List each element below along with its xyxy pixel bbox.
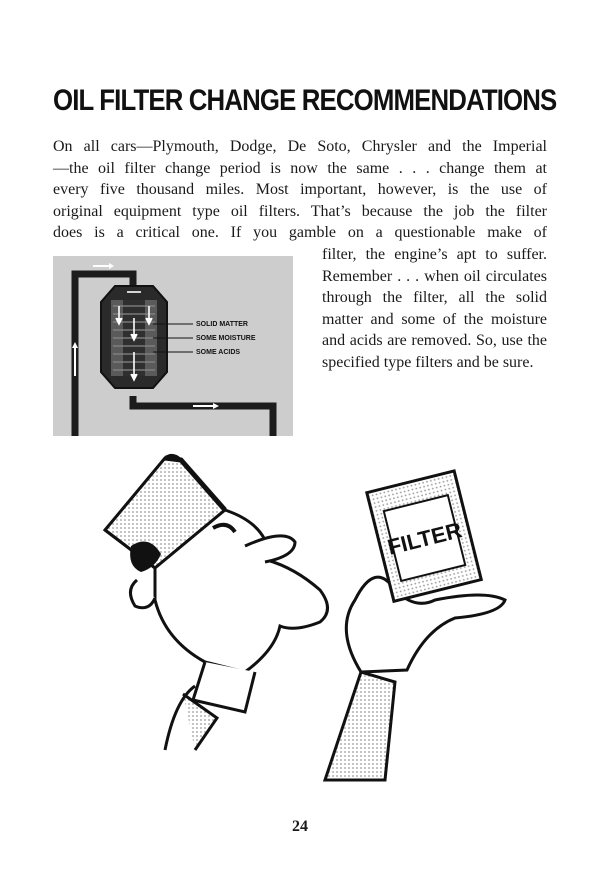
diagram-label: SOLID MATTER — [196, 321, 248, 328]
diagram-label: SOME ACIDS — [196, 349, 241, 356]
text-line: does is a critical one. If you gamble on a questionable make of — [53, 224, 547, 241]
filter-can-label: FILTER — [385, 517, 465, 560]
wrapped-text: filter, the engine’s apt to suffer. Remember . . . when oil circulates through the filter, all the solid matter and some of the moisture and acids are removed. So, use the specified type filters and be sure. — [322, 246, 547, 371]
text-line: —the oil filter change period is now the same . . . change them at — [53, 159, 547, 177]
page-number: 24 — [292, 818, 308, 835]
oil-filter-diagram — [53, 256, 293, 436]
diagram-label: SOME MOISTURE — [196, 335, 256, 342]
text-line: On all cars—Plymouth, Dodge, De Soto, Chrysler and the Imperial — [53, 138, 547, 155]
page-title: OIL FILTER CHANGE RECOMMENDATIONS — [53, 84, 557, 117]
text-line: original equipment type oil filters. That’s because the job the filter — [53, 202, 547, 220]
mechanic-illustration — [95, 450, 525, 790]
text-line: every five thousand miles. Most important, however, is the use of — [53, 181, 547, 198]
